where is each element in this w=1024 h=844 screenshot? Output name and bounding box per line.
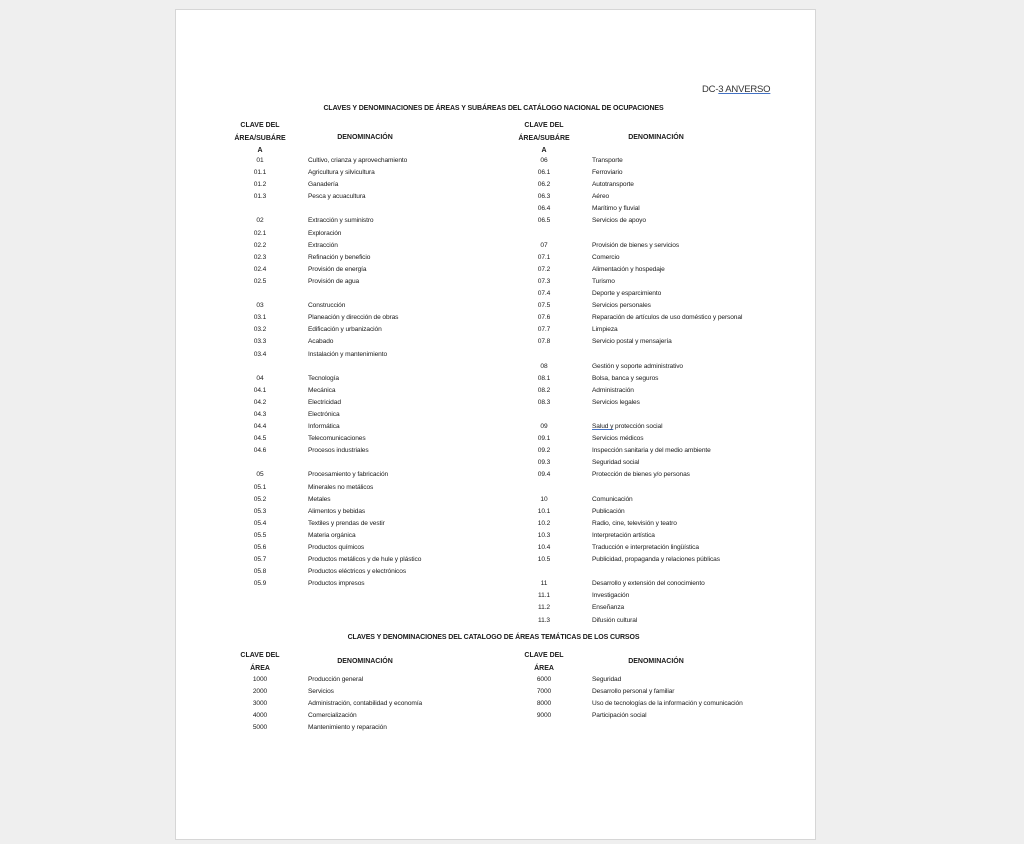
area-code: 5000: [252, 724, 268, 732]
area-code: 02: [256, 217, 264, 225]
area-code: 06.3: [537, 193, 551, 201]
area-code: 11.2: [538, 604, 550, 612]
area-name: Ferroviario: [592, 169, 623, 177]
area-code: 01.3: [253, 193, 267, 201]
area-code: 07: [540, 241, 548, 249]
area-code: 08.1: [537, 374, 551, 382]
area-code: 07.1: [537, 253, 551, 261]
courses-right-denominacion-header: DENOMINACIÓN: [628, 658, 684, 665]
area-code: 7000: [536, 688, 552, 696]
area-name: Administración: [592, 386, 634, 394]
header-line: CLAVE DEL: [240, 122, 280, 129]
area-name: Investigación: [592, 592, 630, 600]
courses-catalog-title: CLAVES Y DENOMINACIONES DEL CATALOGO DE ÁREAS TEMÁTICAS DE LOS CURSOS: [347, 634, 640, 641]
area-name: Productos impresos: [308, 580, 365, 588]
area-name: Reparación de artículos de uso doméstico y personal: [592, 314, 743, 322]
area-code: 4000: [252, 712, 268, 720]
area-name: Gestión y soporte administrativo: [592, 362, 683, 370]
area-name: Producción general: [308, 676, 364, 683]
area-code: 05.2: [253, 495, 267, 503]
area-code: 07.2: [537, 265, 551, 273]
area-name: Textiles y prendas de vestir: [308, 519, 385, 527]
header-line: ÁREA: [534, 664, 554, 672]
area-name: Alimentación y hospedaje: [592, 265, 665, 273]
area-name: Provisión de bienes y servicios: [592, 241, 680, 249]
area-name: Tecnología: [308, 374, 339, 382]
area-code: 02.5: [253, 277, 267, 285]
header-line: A: [541, 147, 547, 154]
area-code: 06.1: [537, 169, 551, 177]
courses-left-clave-header: [225, 650, 295, 675]
area-code: 03.4: [253, 350, 267, 358]
area-code: 09.3: [537, 459, 551, 467]
area-name: Aéreo: [592, 193, 610, 201]
area-name: Seguridad social: [592, 459, 640, 467]
area-name: Publicidad, propaganda y relaciones públicas: [592, 556, 720, 564]
header-line: CLAVE DEL: [524, 652, 564, 659]
area-name: Mantenimiento y reparación: [308, 724, 387, 732]
area-name: [592, 421, 662, 433]
area-name: Seguridad: [592, 676, 622, 683]
area-code: 08.3: [537, 398, 551, 406]
header-line: ÁREA: [250, 664, 270, 672]
area-name: Servicios médicos: [592, 435, 644, 443]
area-code: 07.3: [537, 277, 551, 285]
area-code: 02.1: [253, 229, 267, 237]
area-code: 05.5: [253, 531, 267, 539]
area-name: Ganadería: [308, 181, 339, 189]
occupations-left-clave-header: [225, 120, 295, 158]
area-code: 09.4: [537, 471, 551, 479]
area-code: 04.6: [253, 447, 267, 455]
area-name: Productos metálicos y de hule y plástico: [308, 556, 422, 564]
area-code: 05.9: [253, 580, 267, 588]
area-name: Productos químicos: [308, 544, 365, 551]
area-code: 03.1: [253, 314, 267, 322]
area-code: 6000: [536, 676, 552, 683]
area-code: 04.3: [253, 410, 267, 418]
area-code: 06.2: [537, 181, 551, 189]
area-code: 08.2: [537, 386, 551, 394]
area-name: Instalación y mantenimiento: [308, 350, 388, 358]
area-name: Procesamiento y fabricación: [308, 471, 389, 479]
area-name-rest: protección social: [613, 423, 663, 431]
area-name: Materia orgánica: [308, 531, 356, 539]
area-name: Refinación y beneficio: [308, 253, 371, 261]
document-page: [175, 9, 816, 840]
area-name: Extracción y suministro: [308, 217, 374, 225]
area-code: 2000: [252, 688, 268, 696]
header-line: ÁREA/SUBÁRE: [518, 134, 570, 142]
area-code: 8000: [536, 700, 552, 708]
area-code: 07.5: [537, 302, 551, 310]
area-code: 09.2: [537, 447, 551, 455]
area-code: 1000: [252, 676, 268, 683]
area-code: 05: [256, 471, 264, 479]
area-code: 01.1: [253, 169, 267, 177]
area-name: Comercialización: [308, 712, 357, 720]
area-name: Autotransporte: [592, 181, 634, 189]
area-code: 05.6: [253, 544, 267, 551]
occupations-right-clave-header: [509, 120, 579, 158]
area-code: 05.1: [253, 483, 267, 491]
area-name: Metales: [308, 495, 331, 503]
area-name: Limpieza: [592, 326, 618, 334]
document-code-prefix: DC-: [702, 84, 719, 95]
area-code: 07.6: [537, 314, 551, 322]
area-name: Transporte: [592, 157, 623, 164]
area-name: Cultivo, crianza y aprovechamiento: [308, 157, 408, 164]
area-name: Publicación: [592, 507, 625, 515]
area-code: 02.4: [253, 265, 267, 273]
area-name: Desarrollo y extensión del conocimiento: [592, 580, 705, 588]
area-code: 05.7: [253, 556, 267, 564]
area-name: Exploración: [308, 229, 342, 237]
area-name: Construcción: [308, 302, 346, 310]
area-name: Provisión de agua: [308, 277, 360, 285]
area-name: Servicios de apoyo: [592, 217, 646, 225]
area-code: 02.3: [253, 253, 267, 261]
area-name: Alimentos y bebidas: [308, 507, 366, 515]
area-code: 05.8: [253, 568, 267, 576]
area-name: Minerales no metálicos: [308, 483, 374, 491]
area-code: 11: [540, 580, 548, 588]
area-name: Protección de bienes y/o personas: [592, 471, 690, 479]
area-code: 3000: [252, 700, 268, 708]
area-name: Traducción e interpretación lingüística: [592, 544, 699, 551]
area-name: Inspección sanitaria y del medio ambiente: [592, 447, 711, 455]
area-code: 09: [540, 423, 548, 431]
occupations-catalog-title: CLAVES Y DENOMINACIONES DE ÁREAS Y SUBÁREAS DEL CATÁLOGO NACIONAL DE OCUPACIONES: [323, 105, 664, 112]
area-name: Enseñanza: [592, 604, 625, 612]
area-code: 02.2: [253, 241, 267, 249]
area-name: Servicios: [308, 688, 334, 696]
area-code: 10.4: [537, 544, 551, 551]
area-name: Servicios personales: [592, 302, 651, 310]
area-code: 03.3: [253, 338, 267, 346]
area-code: 07.4: [537, 290, 551, 298]
area-code: 10.1: [537, 507, 551, 515]
courses-right-clave-header: [509, 650, 579, 675]
area-name: Radio, cine, televisión y teatro: [592, 519, 677, 527]
area-name: Comercio: [592, 253, 620, 261]
header-line: ÁREA/SUBÁRE: [234, 134, 286, 142]
document-code-suffix: 3 ANVERSO: [718, 84, 771, 95]
area-name: Administración, contabilidad y economía: [308, 700, 423, 708]
document-code: [702, 84, 770, 95]
area-name: Mecánica: [308, 386, 336, 394]
area-name: Comunicación: [592, 495, 633, 503]
area-code: 9000: [536, 712, 552, 720]
area-name: Turismo: [592, 277, 615, 285]
area-code: 10.5: [537, 556, 551, 564]
area-name: Interpretación artística: [592, 531, 655, 539]
area-name: Marítimo y fluvial: [592, 205, 640, 213]
area-code: 01.2: [253, 181, 267, 189]
header-line: CLAVE DEL: [240, 652, 280, 659]
area-name: Procesos industriales: [308, 447, 369, 455]
area-name: Electricidad: [308, 398, 341, 406]
area-name: Agricultura y silvicultura: [308, 169, 375, 177]
area-code: 07.7: [537, 326, 551, 334]
area-code: 03.2: [253, 326, 267, 334]
area-code: 09.1: [537, 435, 551, 443]
area-code: 06.4: [537, 205, 551, 213]
area-code: 06.5: [537, 217, 551, 225]
area-name: Difusión cultural: [592, 616, 638, 624]
area-code: 04: [256, 374, 264, 382]
area-code: 04.4: [253, 423, 267, 431]
area-code: 07.8: [537, 338, 551, 346]
header-line: A: [257, 147, 263, 154]
area-code: 11.1: [538, 592, 550, 600]
area-name: Electrónica: [308, 410, 340, 418]
area-name: Informática: [308, 423, 340, 431]
area-code: 04.5: [253, 435, 267, 443]
area-code: 04.1: [253, 386, 267, 394]
area-name: Bolsa, banca y seguros: [592, 374, 659, 382]
area-name: Servicio postal y mensajería: [592, 338, 672, 346]
area-code: 10: [540, 495, 548, 503]
area-name: Acabado: [308, 338, 334, 346]
courses-left-denominacion-header: DENOMINACIÓN: [337, 658, 393, 665]
area-code: 05.3: [253, 507, 267, 515]
area-name: Planeación y dirección de obras: [308, 314, 399, 322]
area-name: Deporte y esparcimiento: [592, 290, 662, 298]
area-name: Productos eléctricos y electrónicos: [308, 568, 407, 576]
area-code: 10.3: [537, 531, 551, 539]
header-line: CLAVE DEL: [524, 122, 564, 129]
area-name: Pesca y acuacultura: [308, 193, 366, 201]
area-code: 11.3: [538, 616, 550, 624]
spellcheck-underline: Salud y: [592, 423, 614, 431]
occupations-right-denominacion-header: DENOMINACIÓN: [628, 134, 684, 141]
area-code: 08: [540, 362, 548, 370]
area-code: 01: [256, 157, 264, 164]
area-code: 10.2: [537, 519, 551, 527]
area-code: 06: [540, 157, 548, 164]
area-name: Extracción: [308, 241, 338, 249]
area-code: 05.4: [253, 519, 267, 527]
area-name: Edificación y urbanización: [308, 326, 382, 334]
area-name: Telecomunicaciones: [308, 435, 366, 443]
area-code: 04.2: [253, 398, 267, 406]
occupations-left-denominacion-header: DENOMINACIÓN: [337, 134, 393, 141]
area-code: 03: [256, 302, 264, 310]
area-name: Uso de tecnologías de la información y comunicación: [592, 700, 743, 708]
area-name: Provisión de energía: [308, 265, 367, 273]
area-name: Desarrollo personal y familiar: [592, 688, 675, 696]
area-name: Servicios legales: [592, 398, 640, 406]
area-name: Participación social: [592, 712, 647, 720]
